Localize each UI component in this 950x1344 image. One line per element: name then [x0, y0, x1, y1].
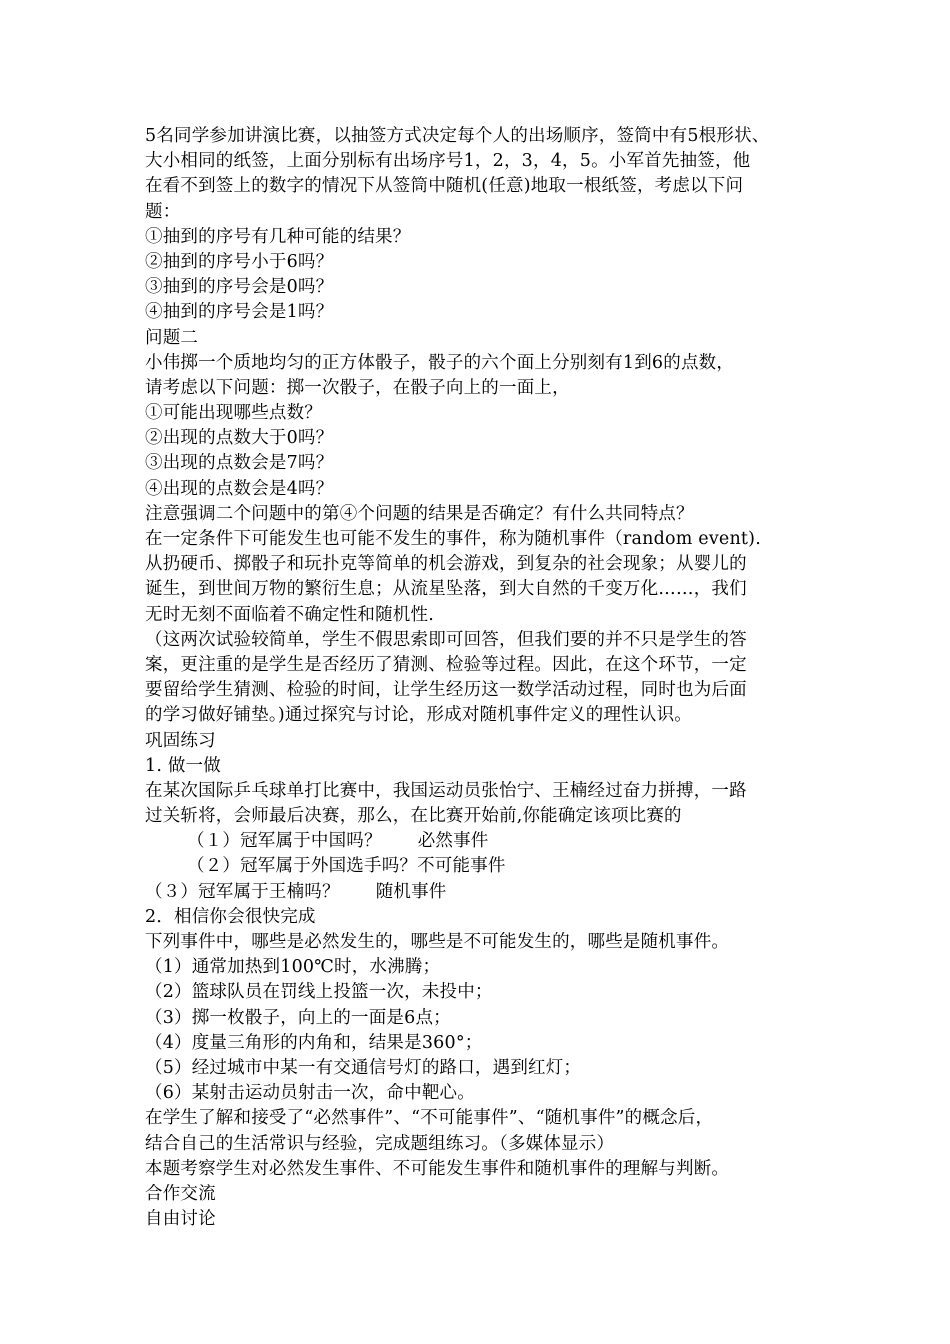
text-line: ③出现的点数会是7吗？ [145, 453, 334, 474]
document-body [145, 124, 825, 1232]
text-line: 题： [145, 201, 181, 222]
text-line: ①可能出现哪些点数？ [145, 403, 322, 424]
text-line: ④出现的点数会是4吗？ [145, 478, 334, 499]
question-line [145, 880, 825, 905]
text-line: 小伟掷一个质地均匀的正方体骰子，骰子的六个面上分别刻有1到6的点数， [145, 352, 735, 373]
text-line: 请考虑以下问题：掷一次骰子，在骰子向上的一面上， [145, 377, 570, 398]
text-line: 下列事件中，哪些是必然发生的，哪些是不可能发生的，哪些是随机事件。 [145, 932, 730, 952]
text-line: 在看不到签上的数字的情况下从签筒中随机(任意)地取一根纸签，考虑以下问 [145, 176, 744, 197]
section-heading: 问题二 [145, 327, 199, 348]
list-item: （6）某射击运动员射击一次，命中靶心。 [145, 1083, 475, 1104]
text-line: 注意强调二个问题中的第④个问题的结果是否确定？有什么共同特点？ [145, 503, 694, 524]
exercise-heading: 1. 做一做 [145, 755, 221, 776]
text-line: 诞生，到世间万物的繁衍生息；从流星坠落，到大自然的千变万化……，我们 [145, 579, 747, 600]
list-item: （2）篮球队员在罚线上投篮一次，未投中； [145, 982, 493, 1003]
text-line: （这两次试验较简单，学生不假思索即可回答，但我们要的并不只是学生的答 [145, 629, 747, 650]
text-line: 在某次国际乒乓球单打比赛中，我国运动员张怡宁、王楠经过奋力拼搏，一路 [145, 780, 747, 801]
text-line: 无时无刻不面临着不确定性和随机性. [145, 604, 434, 625]
list-item: （5）经过城市中某一有交通信号灯的路口，遇到红灯； [145, 1057, 582, 1078]
exercise-heading: 2．相信你会很快完成 [145, 906, 316, 927]
section-heading: 合作交流 [145, 1183, 216, 1204]
section-heading: 自由讨论 [145, 1209, 216, 1230]
text-line: 要留给学生猜测、检验的时间，让学生经历这一数学活动过程，同时也为后面 [145, 680, 747, 701]
list-item: （3）掷一枚骰子，向上的一面是6点； [145, 1007, 451, 1028]
question-text: （２）冠军属于外国选手吗？ [187, 856, 418, 877]
text-line: 5名同学参加讲演比赛，以抽签方式决定每个人的出场顺序，签筒中有5根形状、 [145, 126, 770, 146]
section-heading: 巩固练习 [145, 730, 216, 751]
text-line: ①抽到的序号有几种可能的结果？ [145, 226, 411, 247]
text-line: 在一定条件下可能发生也可能不发生的事件，称为随机事件（random event). [145, 529, 761, 549]
text-line: 在学生了解和接受了“必然事件”、“不可能事件”、“随机事件”的概念后， [145, 1108, 714, 1129]
text-line: ④抽到的序号会是1吗？ [145, 302, 334, 323]
text-line: ③抽到的序号会是0吗？ [145, 277, 334, 298]
question-answer: 随机事件 [375, 881, 447, 902]
list-item: （4）度量三角形的内角和，结果是360°； [145, 1032, 483, 1053]
text-line: 案，更注重的是学生是否经历了猜测、检验等过程。因此，在这个环节，一定 [145, 654, 747, 675]
text-line: 从扔硬币、掷骰子和玩扑克等简单的机会游戏，到复杂的社会现象；从婴儿的 [145, 554, 747, 575]
text-line: 大小相同的纸签，上面分别标有出场序号1，2，3，4，5。小军首先抽签，他 [145, 151, 751, 172]
text-line: 结合自己的生活常识与经验，完成题组练习。（多媒体显示） [145, 1133, 615, 1154]
text-line: 本题考察学生对必然发生事件、不可能发生事件和随机事件的理解与判断。 [145, 1158, 730, 1179]
question-answer: 不可能事件 [417, 856, 506, 877]
text-line: 的学习做好铺垫。)通过探究与讨论，形成对随机事件定义的理性认识。 [145, 705, 692, 726]
question-answer: 必然事件 [417, 831, 489, 852]
text-line: ②出现的点数大于0吗？ [145, 428, 334, 449]
question-text: （１）冠军属于中国吗？ [187, 831, 382, 852]
list-item: （1）通常加热到100℃时，水沸腾； [145, 957, 441, 978]
question-line [145, 829, 825, 854]
question-line [145, 854, 825, 879]
text-line: 过关斩将，会师最后决赛，那么，在比赛开始前,你能确定该项比赛的 [145, 806, 682, 827]
text-line: ②抽到的序号小于6吗？ [145, 251, 334, 272]
question-text: （３）冠军属于王楠吗？ [145, 881, 340, 902]
